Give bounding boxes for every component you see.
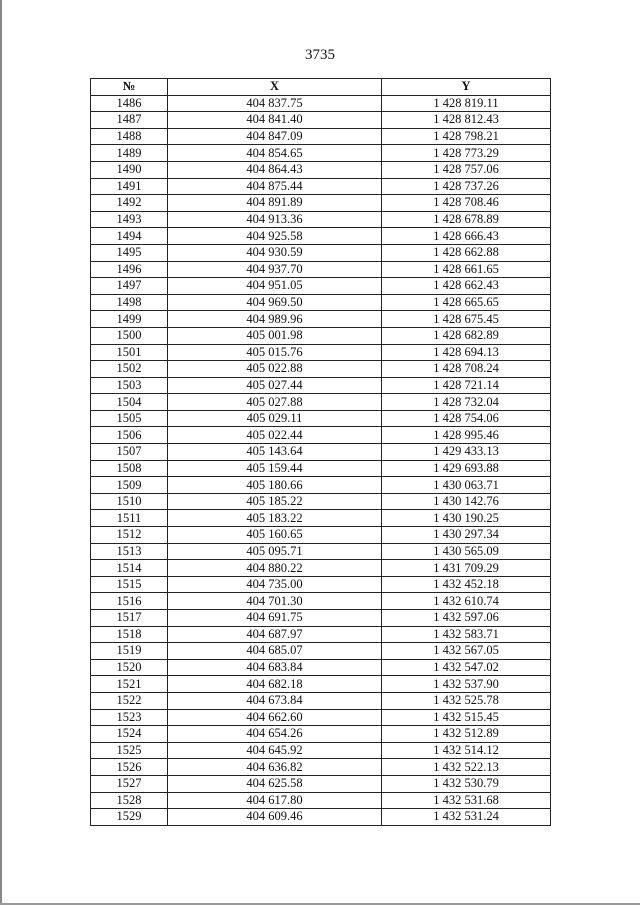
table-row	[91, 493, 551, 510]
x-coordinate-cell: 404 701.30	[168, 593, 382, 610]
point-number-cell: 1501	[91, 344, 168, 361]
table-row	[91, 742, 551, 759]
x-coordinate-cell: 404 682.18	[168, 676, 382, 693]
table-row	[91, 759, 551, 776]
y-coordinate-cell: 1 428 798.21	[382, 128, 551, 145]
coordinates-table	[90, 78, 551, 826]
table-row	[91, 444, 551, 461]
point-number-cell: 1523	[91, 709, 168, 726]
y-coordinate-cell: 1 432 531.68	[382, 792, 551, 809]
y-coordinate-cell: 1 432 610.74	[382, 593, 551, 610]
x-coordinate-cell: 404 880.22	[168, 560, 382, 577]
x-coordinate-cell: 404 841.40	[168, 112, 382, 129]
table-row	[91, 112, 551, 129]
y-coordinate-cell: 1 430 297.34	[382, 527, 551, 544]
y-coordinate-cell: 1 428 678.89	[382, 211, 551, 228]
y-coordinate-cell: 1 432 547.02	[382, 659, 551, 676]
point-number-cell: 1510	[91, 493, 168, 510]
point-number-cell: 1493	[91, 211, 168, 228]
table-header-row	[91, 79, 551, 96]
y-coordinate-cell: 1 428 682.89	[382, 327, 551, 344]
table-row	[91, 394, 551, 411]
x-coordinate-cell: 404 685.07	[168, 643, 382, 660]
header-x: X	[168, 79, 382, 96]
y-coordinate-cell: 1 432 583.71	[382, 626, 551, 643]
y-coordinate-cell: 1 432 514.12	[382, 742, 551, 759]
point-number-cell: 1503	[91, 377, 168, 394]
table-row	[91, 593, 551, 610]
point-number-cell: 1492	[91, 195, 168, 212]
header-number: №	[91, 79, 168, 96]
table-row	[91, 327, 551, 344]
table-row	[91, 361, 551, 378]
point-number-cell: 1497	[91, 278, 168, 295]
x-coordinate-cell: 404 625.58	[168, 775, 382, 792]
x-coordinate-cell: 404 937.70	[168, 261, 382, 278]
point-number-cell: 1490	[91, 161, 168, 178]
y-coordinate-cell: 1 432 530.79	[382, 775, 551, 792]
y-coordinate-cell: 1 432 537.90	[382, 676, 551, 693]
x-coordinate-cell: 405 027.88	[168, 394, 382, 411]
x-coordinate-cell: 404 864.43	[168, 161, 382, 178]
point-number-cell: 1516	[91, 593, 168, 610]
point-number-cell: 1489	[91, 145, 168, 162]
point-number-cell: 1505	[91, 410, 168, 427]
point-number-cell: 1515	[91, 576, 168, 593]
x-coordinate-cell: 405 159.44	[168, 460, 382, 477]
x-coordinate-cell: 404 645.92	[168, 742, 382, 759]
x-coordinate-cell: 404 609.46	[168, 809, 382, 826]
table-row	[91, 709, 551, 726]
x-coordinate-cell: 404 617.80	[168, 792, 382, 809]
x-coordinate-cell: 404 847.09	[168, 128, 382, 145]
y-coordinate-cell: 1 428 708.46	[382, 195, 551, 212]
x-coordinate-cell: 404 969.50	[168, 294, 382, 311]
y-coordinate-cell: 1 432 452.18	[382, 576, 551, 593]
x-coordinate-cell: 405 001.98	[168, 327, 382, 344]
point-number-cell: 1486	[91, 95, 168, 112]
y-coordinate-cell: 1 430 142.76	[382, 493, 551, 510]
table-row	[91, 278, 551, 295]
table-row	[91, 659, 551, 676]
x-coordinate-cell: 405 185.22	[168, 493, 382, 510]
y-coordinate-cell: 1 428 732.04	[382, 394, 551, 411]
x-coordinate-cell: 405 029.11	[168, 410, 382, 427]
y-coordinate-cell: 1 428 995.46	[382, 427, 551, 444]
x-coordinate-cell: 405 095.71	[168, 543, 382, 560]
point-number-cell: 1514	[91, 560, 168, 577]
y-coordinate-cell: 1 428 661.65	[382, 261, 551, 278]
table-row	[91, 211, 551, 228]
y-coordinate-cell: 1 428 662.43	[382, 278, 551, 295]
table-row	[91, 775, 551, 792]
y-coordinate-cell: 1 429 433.13	[382, 444, 551, 461]
x-coordinate-cell: 404 691.75	[168, 610, 382, 627]
table-row	[91, 510, 551, 527]
point-number-cell: 1525	[91, 742, 168, 759]
point-number-cell: 1488	[91, 128, 168, 145]
x-coordinate-cell: 404 913.36	[168, 211, 382, 228]
point-number-cell: 1513	[91, 543, 168, 560]
y-coordinate-cell: 1 432 512.89	[382, 726, 551, 743]
table-row	[91, 261, 551, 278]
y-coordinate-cell: 1 432 567.05	[382, 643, 551, 660]
y-coordinate-cell: 1 428 819.11	[382, 95, 551, 112]
table-row	[91, 244, 551, 261]
table-row	[91, 195, 551, 212]
table-row	[91, 676, 551, 693]
x-coordinate-cell: 405 183.22	[168, 510, 382, 527]
point-number-cell: 1507	[91, 444, 168, 461]
table-row	[91, 527, 551, 544]
header-y: Y	[382, 79, 551, 96]
x-coordinate-cell: 404 891.89	[168, 195, 382, 212]
y-coordinate-cell: 1 428 812.43	[382, 112, 551, 129]
x-coordinate-cell: 404 875.44	[168, 178, 382, 195]
x-coordinate-cell: 404 735.00	[168, 576, 382, 593]
table-row	[91, 726, 551, 743]
table-row	[91, 344, 551, 361]
x-coordinate-cell: 404 673.84	[168, 692, 382, 709]
page-number: 3735	[305, 47, 335, 63]
table-row	[91, 576, 551, 593]
point-number-cell: 1502	[91, 361, 168, 378]
point-number-cell: 1496	[91, 261, 168, 278]
point-number-cell: 1512	[91, 527, 168, 544]
point-number-cell: 1526	[91, 759, 168, 776]
point-number-cell: 1504	[91, 394, 168, 411]
x-coordinate-cell: 404 636.82	[168, 759, 382, 776]
table-row	[91, 311, 551, 328]
table-row	[91, 792, 551, 809]
point-number-cell: 1508	[91, 460, 168, 477]
table-row	[91, 427, 551, 444]
x-coordinate-cell: 404 687.97	[168, 626, 382, 643]
point-number-cell: 1509	[91, 477, 168, 494]
table-row	[91, 626, 551, 643]
y-coordinate-cell: 1 432 525.78	[382, 692, 551, 709]
table-row	[91, 477, 551, 494]
x-coordinate-cell: 405 143.64	[168, 444, 382, 461]
table-row	[91, 543, 551, 560]
table-row	[91, 294, 551, 311]
x-coordinate-cell: 405 180.66	[168, 477, 382, 494]
point-number-cell: 1506	[91, 427, 168, 444]
x-coordinate-cell: 405 160.65	[168, 527, 382, 544]
y-coordinate-cell: 1 428 757.06	[382, 161, 551, 178]
y-coordinate-cell: 1 428 754.06	[382, 410, 551, 427]
y-coordinate-cell: 1 430 063.71	[382, 477, 551, 494]
table-row	[91, 377, 551, 394]
y-coordinate-cell: 1 429 693.88	[382, 460, 551, 477]
x-coordinate-cell: 404 930.59	[168, 244, 382, 261]
point-number-cell: 1519	[91, 643, 168, 660]
y-coordinate-cell: 1 428 666.43	[382, 228, 551, 245]
x-coordinate-cell: 405 022.44	[168, 427, 382, 444]
y-coordinate-cell: 1 428 737.26	[382, 178, 551, 195]
y-coordinate-cell: 1 432 515.45	[382, 709, 551, 726]
page-edge-left	[0, 0, 2, 905]
point-number-cell: 1529	[91, 809, 168, 826]
table-row	[91, 410, 551, 427]
x-coordinate-cell: 404 951.05	[168, 278, 382, 295]
x-coordinate-cell: 405 027.44	[168, 377, 382, 394]
y-coordinate-cell: 1 428 662.88	[382, 244, 551, 261]
point-number-cell: 1520	[91, 659, 168, 676]
point-number-cell: 1499	[91, 311, 168, 328]
point-number-cell: 1498	[91, 294, 168, 311]
y-coordinate-cell: 1 432 597.06	[382, 610, 551, 627]
point-number-cell: 1518	[91, 626, 168, 643]
point-number-cell: 1522	[91, 692, 168, 709]
x-coordinate-cell: 404 837.75	[168, 95, 382, 112]
y-coordinate-cell: 1 428 708.24	[382, 361, 551, 378]
x-coordinate-cell: 404 854.65	[168, 145, 382, 162]
y-coordinate-cell: 1 430 565.09	[382, 543, 551, 560]
x-coordinate-cell: 405 022.88	[168, 361, 382, 378]
table-row	[91, 560, 551, 577]
table-body	[91, 95, 551, 825]
y-coordinate-cell: 1 431 709.29	[382, 560, 551, 577]
point-number-cell: 1528	[91, 792, 168, 809]
y-coordinate-cell: 1 432 531.24	[382, 809, 551, 826]
table-row	[91, 95, 551, 112]
y-coordinate-cell: 1 428 773.29	[382, 145, 551, 162]
x-coordinate-cell: 404 925.58	[168, 228, 382, 245]
table-row	[91, 128, 551, 145]
x-coordinate-cell: 404 654.26	[168, 726, 382, 743]
x-coordinate-cell: 404 683.84	[168, 659, 382, 676]
point-number-cell: 1524	[91, 726, 168, 743]
x-coordinate-cell: 404 662.60	[168, 709, 382, 726]
y-coordinate-cell: 1 428 665.65	[382, 294, 551, 311]
table-row	[91, 145, 551, 162]
x-coordinate-cell: 405 015.76	[168, 344, 382, 361]
y-coordinate-cell: 1 430 190.25	[382, 510, 551, 527]
table-row	[91, 460, 551, 477]
point-number-cell: 1521	[91, 676, 168, 693]
table-row	[91, 228, 551, 245]
y-coordinate-cell: 1 428 721.14	[382, 377, 551, 394]
point-number-cell: 1500	[91, 327, 168, 344]
point-number-cell: 1487	[91, 112, 168, 129]
point-number-cell: 1495	[91, 244, 168, 261]
y-coordinate-cell: 1 428 675.45	[382, 311, 551, 328]
table-row	[91, 610, 551, 627]
point-number-cell: 1517	[91, 610, 168, 627]
point-number-cell: 1511	[91, 510, 168, 527]
point-number-cell: 1527	[91, 775, 168, 792]
x-coordinate-cell: 404 989.96	[168, 311, 382, 328]
table-row	[91, 643, 551, 660]
point-number-cell: 1491	[91, 178, 168, 195]
y-coordinate-cell: 1 432 522.13	[382, 759, 551, 776]
point-number-cell: 1494	[91, 228, 168, 245]
table-row	[91, 161, 551, 178]
y-coordinate-cell: 1 428 694.13	[382, 344, 551, 361]
table-row	[91, 178, 551, 195]
table-row	[91, 692, 551, 709]
table-row	[91, 809, 551, 826]
